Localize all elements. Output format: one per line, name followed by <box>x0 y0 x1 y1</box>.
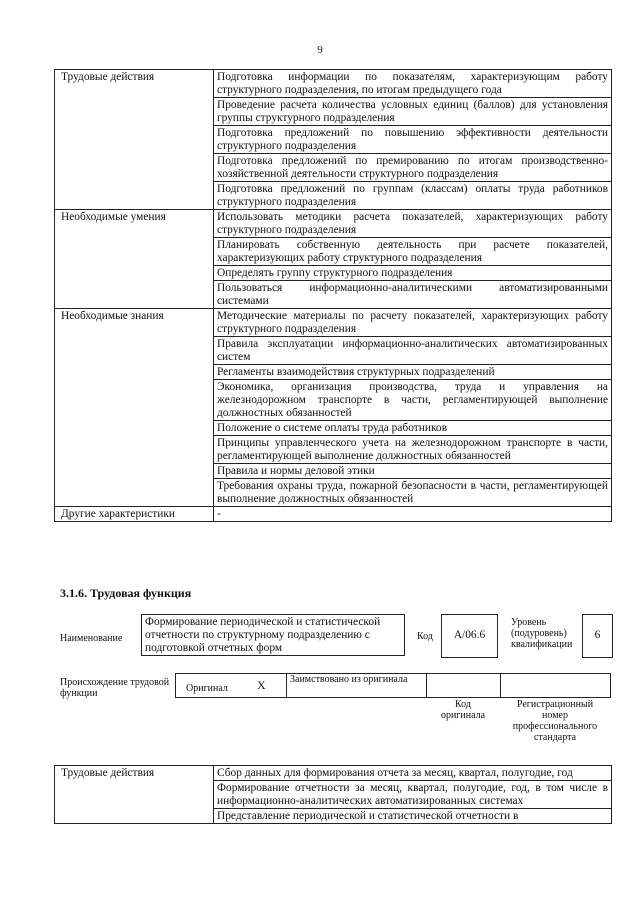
section-heading: 3.1.6. Трудовая функция <box>60 586 192 600</box>
name-label: Наименование <box>60 633 123 644</box>
function-name-value: Формирование периодической и статистической отчетности по структурному подразделению с подготовкой отчетных форм <box>145 616 381 654</box>
origin-label: Происхождение трудовой функции <box>60 677 170 699</box>
requirements-item: Правила эксплуатации информационно-аналитических автоматизированных систем <box>214 337 612 365</box>
requirements-group-label: Другие характеристики <box>55 507 214 522</box>
requirements-item: Пользоваться информационно-аналитическими автоматизированными системами <box>214 281 612 309</box>
requirements-row <box>55 309 612 337</box>
page-number: 9 <box>317 44 323 56</box>
requirements-row <box>55 507 612 522</box>
function-name-box <box>141 614 405 656</box>
actions-row <box>55 766 612 781</box>
requirements-item: Подготовка предложений по группам (классам) оплаты труда работников структурного подразделения <box>214 182 612 210</box>
requirements-item: Методические материалы по расчету показателей, характеризующих работу структурного подразделения <box>214 309 612 337</box>
code-original-label: Код оригинала <box>440 699 486 721</box>
code-value: A/06.6 <box>453 629 486 641</box>
requirements-group-label: Трудовые действия <box>55 70 214 210</box>
requirements-item: Проведение расчета количества условных единиц (баллов) для установления группы структурного подразделения <box>214 98 612 126</box>
code-label: Код <box>417 631 433 642</box>
requirements-item: Принципы управленческого учета на железнодорожном транспорте в части, регламентирующей выполнение должностных обязанностей <box>214 436 612 464</box>
requirements-item: Регламенты взаимодействия структурных подразделений <box>214 365 612 380</box>
requirements-item: Подготовка предложений по повышению эффективности деятельности структурного подразделения <box>214 126 612 154</box>
requirements-group-label: Необходимые умения <box>55 210 214 309</box>
requirements-row <box>55 70 612 98</box>
requirements-item: Экономика, организация производства, труда и управления на железнодорожном транспорте в части, регламентирующей выполнение должностных обязанностей <box>214 380 612 421</box>
requirements-item: Требования охраны труда, пожарной безопасности в части, регламентирующей выполнение должностных обязанностей <box>214 479 612 507</box>
level-label: Уровень (подуровень) квалификации <box>511 617 573 650</box>
code-value-box <box>441 614 498 658</box>
requirements-item: Подготовка предложений по премированию по итогам производственно-хозяйственной деятельности структурного подразделения <box>214 154 612 182</box>
requirements-item: Планировать собственную деятельность при расчете показателей, характеризующих работу структурного подразделения <box>214 238 612 266</box>
requirements-table <box>54 69 612 522</box>
actions-item: Формирование отчетности за месяц, квартал, полугодие, год, в том числе в информационно-аналитических автоматизированных системах <box>214 781 612 809</box>
requirements-item: Положение о системе оплаты труда работников <box>214 421 612 436</box>
reg-number-label: Регистрационный номер профессионального стандарта <box>512 699 598 743</box>
requirements-item: Определять группу структурного подразделения <box>214 266 612 281</box>
actions-item: Представление периодической и статистической отчетности в <box>214 809 612 824</box>
requirements-item: - <box>214 507 612 522</box>
original-mark: X <box>257 678 266 692</box>
requirements-row <box>55 210 612 238</box>
actions-item: Сбор данных для формирования отчета за месяц, квартал, полугодие, год <box>214 766 612 781</box>
original-label: Оригинал <box>186 683 228 694</box>
requirements-item: Подготовка информации по показателям, характеризующим работу структурного подразделения, по итогам предыдущего года <box>214 70 612 98</box>
requirements-group-label: Необходимые знания <box>55 309 214 507</box>
requirements-item: Использовать методики расчета показателей, характеризующих работу структурного подразделения <box>214 210 612 238</box>
level-value-box <box>582 614 613 658</box>
borrowed-label: Заимствовано из оригинала <box>290 674 408 685</box>
actions-group-label: Трудовые действия <box>55 766 214 824</box>
level-value: 6 <box>594 629 601 641</box>
requirements-item: Правила и нормы деловой этики <box>214 464 612 479</box>
actions-table <box>54 765 612 824</box>
